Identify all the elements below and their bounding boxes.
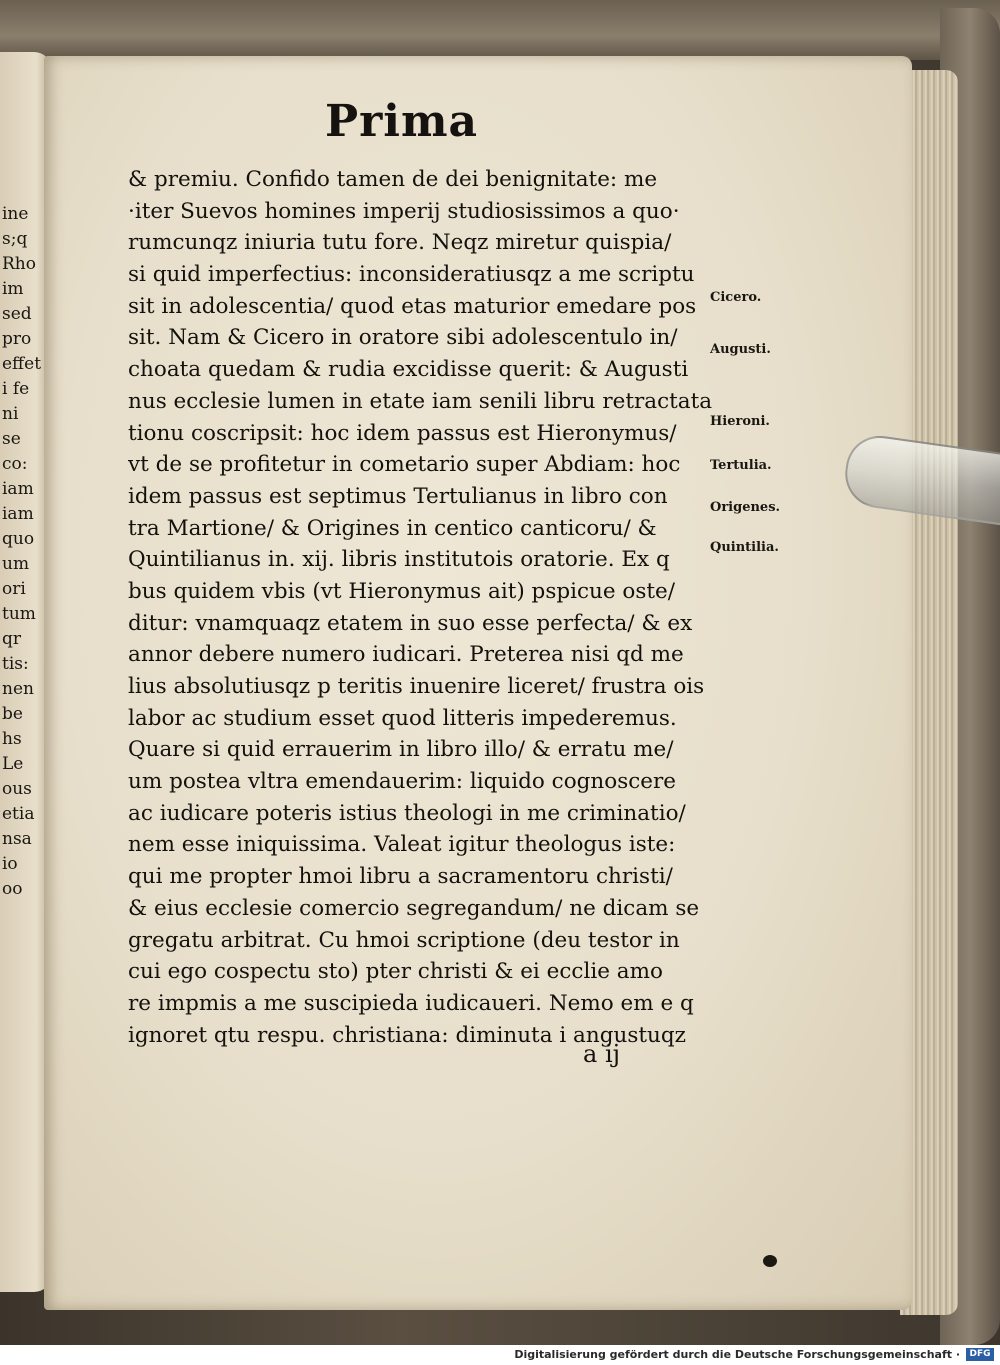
credit-text: Digitalisierung gefördert durch die Deutsche Forschungsgemeinschaft · xyxy=(514,1348,960,1361)
marginal-note-quintilianus: Quintilia. xyxy=(710,540,779,555)
text-line: qui me propter hmoi libru a sacramentoru christi/ xyxy=(128,864,673,890)
ink-blot xyxy=(763,1255,777,1267)
text-line: sit in adolescentia/ quod etas maturior emedare pos xyxy=(128,293,697,319)
text-line: labor ac studium esset quod litteris impederemus. xyxy=(128,705,677,731)
text-line: re impmis a me suscipieda iudicaueri. Nemo em e q xyxy=(128,990,694,1016)
marginal-note-tertulianus: Tertulia. xyxy=(710,458,772,473)
marginal-note-origenes: Origenes. xyxy=(710,500,781,515)
text-line: ditur: vnamquaqz etatem in suo esse perfecta/ & ex xyxy=(128,610,693,636)
text-line: tra Martione/ & Origines in centico canticoru/ & xyxy=(128,515,657,541)
book-cover-top xyxy=(0,0,1000,60)
text-line: si quid imperfectius: inconsideratiusqz a me scriptu xyxy=(128,262,695,288)
text-line: ·iter Suevos homines imperij studiosissimos a quo· xyxy=(128,198,680,224)
text-line: annor debere numero iudicari. Preterea nisi qd me xyxy=(128,642,684,668)
text-line: gregatu arbitrat. Cu hmoi scriptione (deu testor in xyxy=(128,927,680,953)
signature-mark: a ij xyxy=(583,1040,621,1068)
text-line: & eius ecclesie comercio segregandum/ ne dicam se xyxy=(128,895,700,921)
dfg-logo: DFG xyxy=(966,1348,994,1361)
text-line: Quintilianus in. xij. libris institutois oratorie. Ex q xyxy=(128,547,670,573)
text-line: sit. Nam & Cicero in oratore sibi adolescentulo in/ xyxy=(128,325,678,351)
marginal-note-cicero: Cicero. xyxy=(710,290,762,305)
text-line: lius absolutiusqz p teritis inuenire liceret/ frustra ois xyxy=(128,674,705,699)
text-line: tionu coscripsit: hoc idem passus est Hieronymus/ xyxy=(128,420,677,446)
marginal-note-hieronymus: Hieroni. xyxy=(710,414,770,429)
text-line: nus ecclesie lumen in etate iam senili libru retractata xyxy=(128,388,713,414)
text-line: vt de se profitetur in cometario super Abdiam: hoc xyxy=(128,452,681,478)
text-line: ac iudicare poteris istius theologi in me criminatio/ xyxy=(128,800,686,826)
text-line: ignoret qtu respu. christiana: diminuta i angustuqz xyxy=(128,1022,686,1048)
text-line: idem passus est septimus Tertulianus in libro con xyxy=(128,483,668,509)
text-line: nem esse iniquissima. Valeat igitur theologus iste: xyxy=(128,832,676,858)
text-line: cui ego cospectu sto) pter christi & ei ecclie amo xyxy=(128,959,663,985)
credit-bar xyxy=(0,1345,1000,1365)
text-line: um postea vltra emendauerim: liquido cognoscere xyxy=(128,769,676,795)
text-line: Quare si quid errauerim in libro illo/ & erratu me/ xyxy=(128,737,674,763)
left-page-text-fragment: ine s;q Rho im sed pro effet i fe ni se co: iam iam quo um ori tum qr tis: nen be hs Le ous etia nsa io oo xyxy=(2,204,42,899)
text-line: bus quidem vbis (vt Hieronymus ait) pspicue oste/ xyxy=(128,578,676,604)
marginal-note-augustinus: Augusti. xyxy=(710,342,771,357)
page-heading: Prima xyxy=(325,96,479,147)
body-text xyxy=(128,164,718,1051)
text-line: & premiu. Confido tamen de dei benignitate: me xyxy=(128,167,658,192)
text-line: rumcunqz iniuria tutu fore. Neqz miretur quispia/ xyxy=(128,230,672,256)
text-line: choata quedam & rudia excidisse querit: & Augusti xyxy=(128,357,689,383)
